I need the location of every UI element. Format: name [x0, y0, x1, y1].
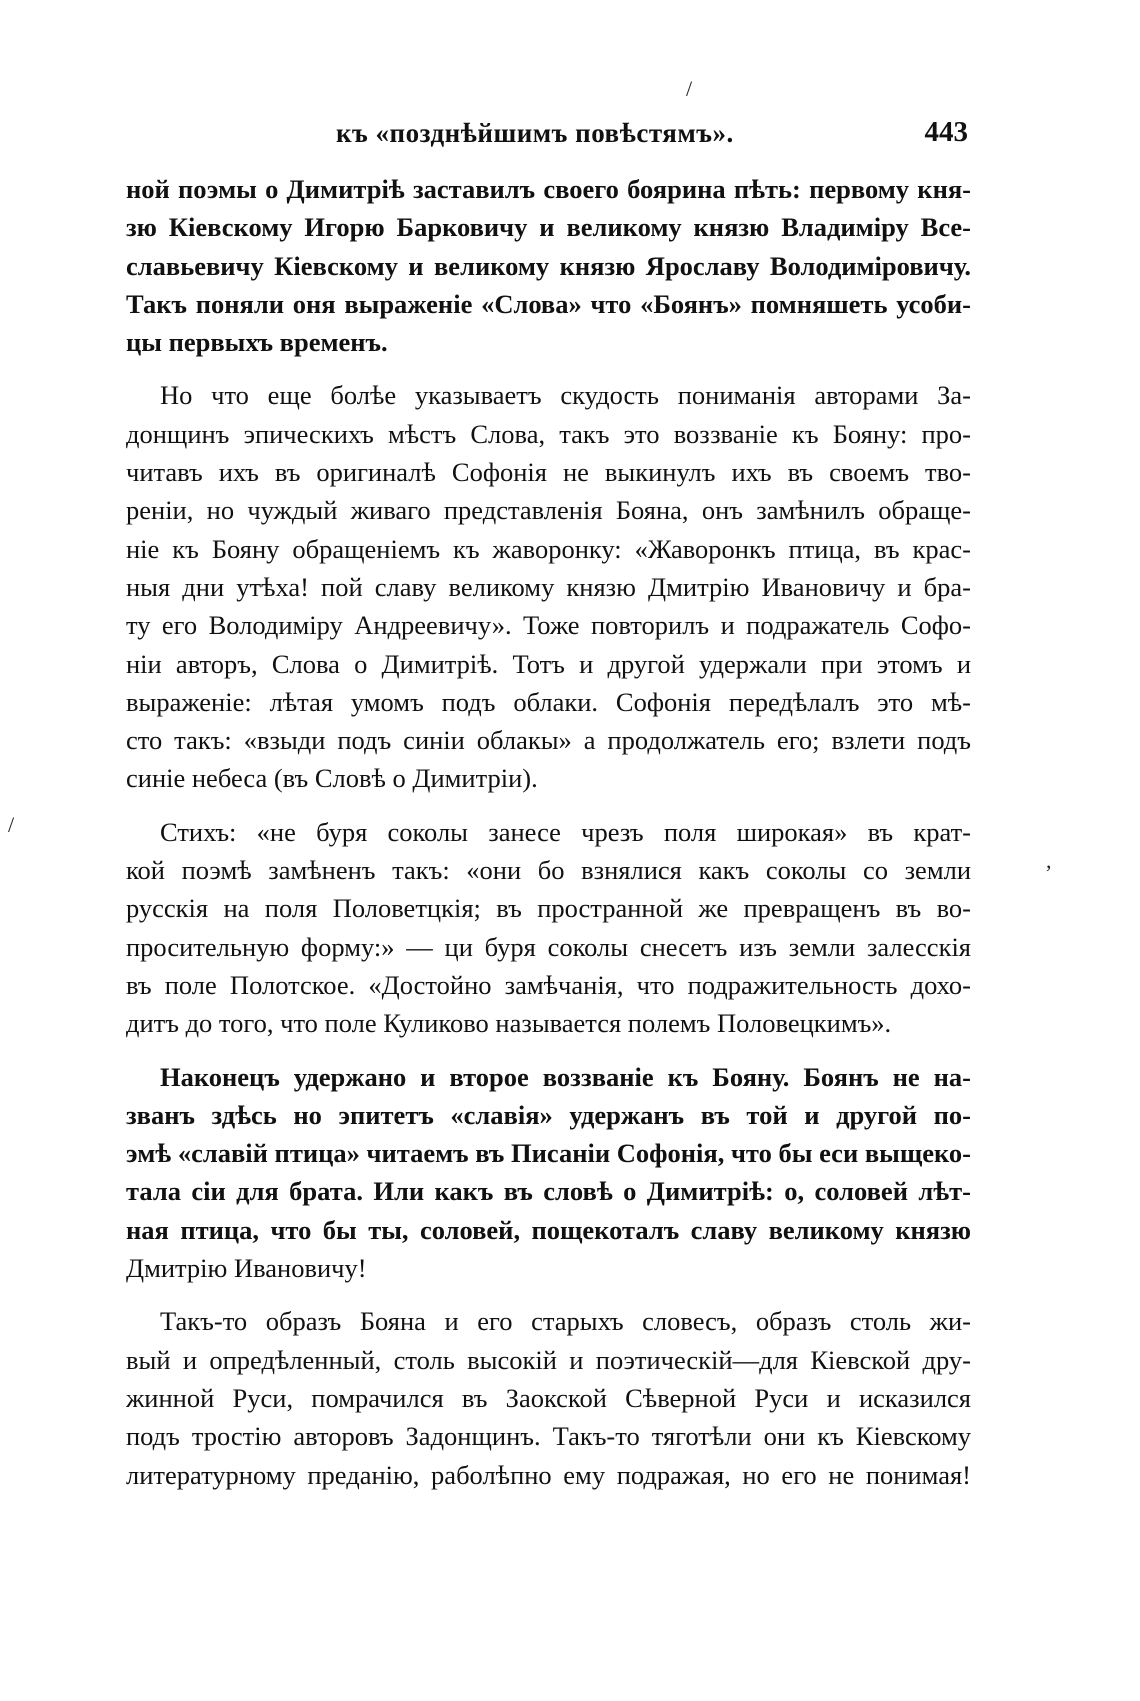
paragraph-1	[126, 170, 971, 361]
text-line: Такъ поняли оня выраженіе «Слова» что «Боянъ» помняшеть усоби-	[126, 288, 971, 319]
text-line: ная птица, что бы ты, соловей, пощекоталъ славу великому князю	[126, 1214, 971, 1245]
text-line: ной поэмы о Димитріѣ заставилъ своего боярина пѣть: первому кня-	[126, 174, 971, 204]
text-line: литературному преданію, раболѣпно ему подражая, но его не понимая!	[126, 1459, 971, 1490]
text-line: дитъ до того, что поле Куликово называется полемъ Половецкимъ».	[126, 1008, 892, 1039]
text-line: Стихъ: «не буря соколы занесе чрезъ поля широкая» въ крат-	[160, 816, 971, 847]
text-line: вый и опредѣленный, столь высокій и поэтическій—для Кіевской дру-	[126, 1344, 971, 1375]
paragraph-3	[126, 813, 971, 1043]
text-line: выраженіе: лѣтая умомъ подъ облаки. Софонія передѣлалъ это мѣ-	[126, 686, 971, 717]
text-line: Дмитрію Ивановичу!	[126, 1253, 367, 1284]
text-line: въ поле Полотское. «Достойно замѣчанія, что подражительность дохо-	[126, 969, 971, 1000]
text-line: эмѣ «славій птица» читаемъ въ Писаніи Софонія, что бы еси выщеко-	[126, 1138, 971, 1169]
text-line: ніе къ Бояну обращеніемъ къ жаворонку: «Жаворонкъ птица, въ крас-	[126, 533, 971, 564]
text-line: Но что еще болѣе указываетъ скудость пониманія авторами За-	[160, 380, 971, 411]
text-line: зю Кіевскому Игорю Барковичу и великому князю Владиміру Все-	[126, 212, 971, 243]
text-line: цы первыхъ временъ.	[126, 327, 388, 358]
text-line: званъ здѣсь но эпитетъ «славія» удержанъ въ той и другой по-	[126, 1099, 971, 1130]
page-number: 443	[924, 116, 968, 148]
scan-speck-mark: ,	[1046, 848, 1052, 873]
text-line: донщинъ эпическихъ мѣстъ Слова, такъ это воззваніе къ Бояну: про-	[126, 418, 971, 449]
text-line: тала сіи для брата. Или какъ въ словѣ о Димитріѣ: о, соловей лѣт-	[126, 1176, 971, 1207]
text-line: читавъ ихъ въ оригиналѣ Софонія не выкинулъ ихъ въ своемъ тво-	[126, 457, 971, 488]
paragraph-4	[126, 1058, 971, 1288]
text-line: просительную форму:» — ци буря соколы снесетъ изъ земли залесскія	[126, 931, 971, 962]
text-line: ту его Володиміру Андреевичу». Тоже повторилъ и подражатель Софо-	[126, 610, 971, 641]
scan-speck-mark: /	[8, 812, 15, 837]
text-line: славьевичу Кіевскому и великому князю Ярославу Володиміровичу.	[126, 250, 971, 281]
running-title: къ «позднѣйшимъ повѣстямъ».	[336, 118, 734, 148]
text-line: Такъ-то образъ Бояна и его старыхъ словесъ, образъ столь жи-	[160, 1306, 971, 1337]
text-line: кой поэмѣ замѣненъ такъ: «они бо взнялися какъ соколы со земли	[126, 855, 971, 886]
paragraph-2	[126, 376, 971, 797]
text-line: Наконецъ удержано и второе воззваніе къ Бояну. Боянъ не на-	[160, 1061, 971, 1092]
text-line: ныя дни утѣха! пой славу великому князю Дмитрію Ивановичу и бра-	[126, 571, 971, 602]
text-line: реніи, но чуждый живаго представленія Бояна, онъ замѣнилъ обраще-	[126, 495, 971, 526]
text-line: жинной Руси, помрачился въ Заокской Сѣверной Руси и исказился	[126, 1382, 971, 1413]
text-line: сто такъ: «взыди подъ синіи облакы» а продолжатель его; взлети подъ	[126, 725, 971, 756]
text-line: подъ тростію авторовъ Задонщинъ. Такъ-то тяготѣли они къ Кіевскому	[126, 1421, 971, 1452]
scan-speck-mark: /	[686, 76, 693, 101]
page-body	[126, 170, 971, 1509]
paragraph-5	[126, 1302, 971, 1493]
text-line: ніи авторъ, Слова о Димитріѣ. Тотъ и другой удержали при этомъ и	[126, 648, 971, 679]
text-line: синіе небеса (въ Словѣ о Димитріи).	[126, 763, 538, 794]
text-line: русскія на поля Половетцкія; въ пространной же превращенъ въ во-	[126, 893, 971, 924]
